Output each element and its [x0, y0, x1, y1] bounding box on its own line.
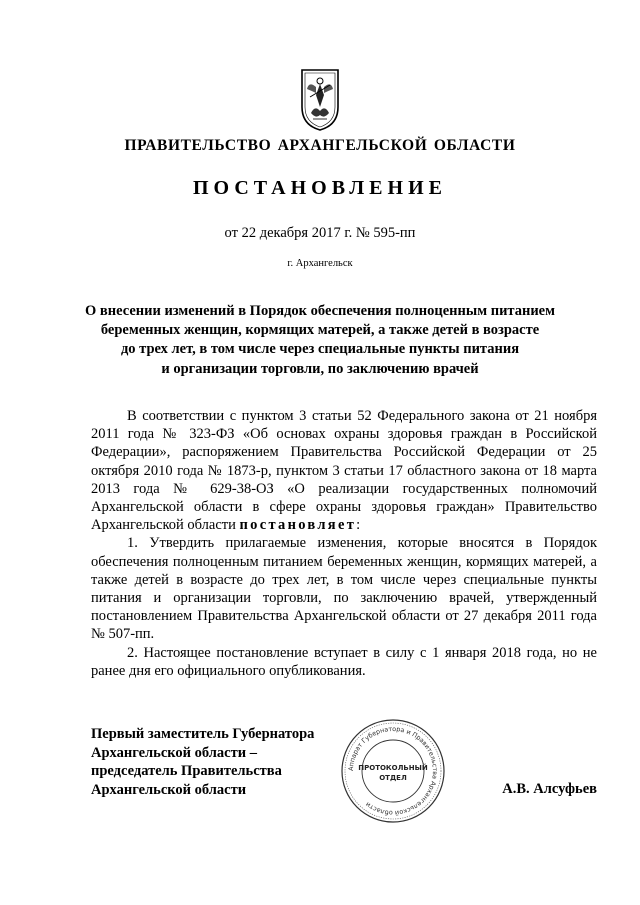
- subject-line: до трех лет, в том числе через специальные пункты питания: [120, 341, 520, 358]
- decree-colon: :: [356, 517, 361, 534]
- preamble-text: В соответствии с пунктом 3 статьи 52 Федерального закона от 21 ноября 2011 года № 323-ФЗ «Об основах охраны здоровья граждан в Российской Федерации», распоряжением Правительства Российской Федерации от 25 октября 2010 года № 1873-р, пунктом 3 статьи 17 областного закона от 18 марта 2013 года № 629-38-ОЗ «О реализации государственных полномочий Архангельской области в сфере охраны здоровья граждан» Правительство Архангельской области: [91, 408, 597, 534]
- coat-of-arms-emblem: [299, 67, 341, 133]
- stamp-ring-text: Аппарат Губернатора и Правительства Архангельской области: [346, 724, 440, 818]
- subject-line: и организации торговли, по заключению врачей: [161, 360, 479, 377]
- signature-position-line: Архангельской области: [91, 781, 247, 798]
- decree-word: постановляет: [239, 517, 357, 534]
- stamp-center-bottom: ОТДЕЛ: [379, 774, 407, 782]
- document-city: г. Архангельск: [287, 258, 353, 269]
- subject-line: О внесении изменений в Порядок обеспечения полноценным питанием: [85, 303, 555, 319]
- official-stamp: [340, 718, 446, 824]
- document-kind: ПОСТАНОВЛЕНИЕ: [193, 177, 447, 199]
- signature-position-line: Архангельской области –: [91, 744, 257, 761]
- signature-position-line: председатель Правительства: [91, 763, 282, 780]
- item-2-paragraph: 2. Настоящее постановление вступает в силу с 1 января 2018 года, но не ранее дня его официального опубликования.: [91, 644, 597, 679]
- item-1-paragraph: 1. Утвердить прилагаемые изменения, которые вносятся в Порядок обеспечения полноценным питанием беременных женщин, кормящих матерей, а также детей в возрасте до трех лет, в том числе через специальные пункты питания и организации торговли, по заключению врачей, утвержденный постановлением Правительства Архангельской области от 27 декабря 2011 года № 507-пп.: [91, 535, 597, 643]
- subject-line: беременных женщин, кормящих матерей, а также детей в возрасте: [100, 322, 540, 339]
- document-date-number: от 22 декабря 2017 г. № 595-пп: [224, 225, 416, 241]
- stamp-center-top: ПРОТОКОЛЬНЫЙ: [358, 764, 428, 772]
- government-title: ПРАВИТЕЛЬСТВО АРХАНГЕЛЬСКОЙ ОБЛАСТИ: [124, 137, 516, 154]
- signer-name: А.В. Алсуфьев: [502, 781, 597, 797]
- preamble-paragraph: [91, 407, 597, 534]
- document-body: [91, 407, 597, 680]
- document-subject: [60, 302, 580, 379]
- signature-position: [91, 725, 351, 799]
- signature-position-line: Первый заместитель Губернатора: [91, 726, 315, 742]
